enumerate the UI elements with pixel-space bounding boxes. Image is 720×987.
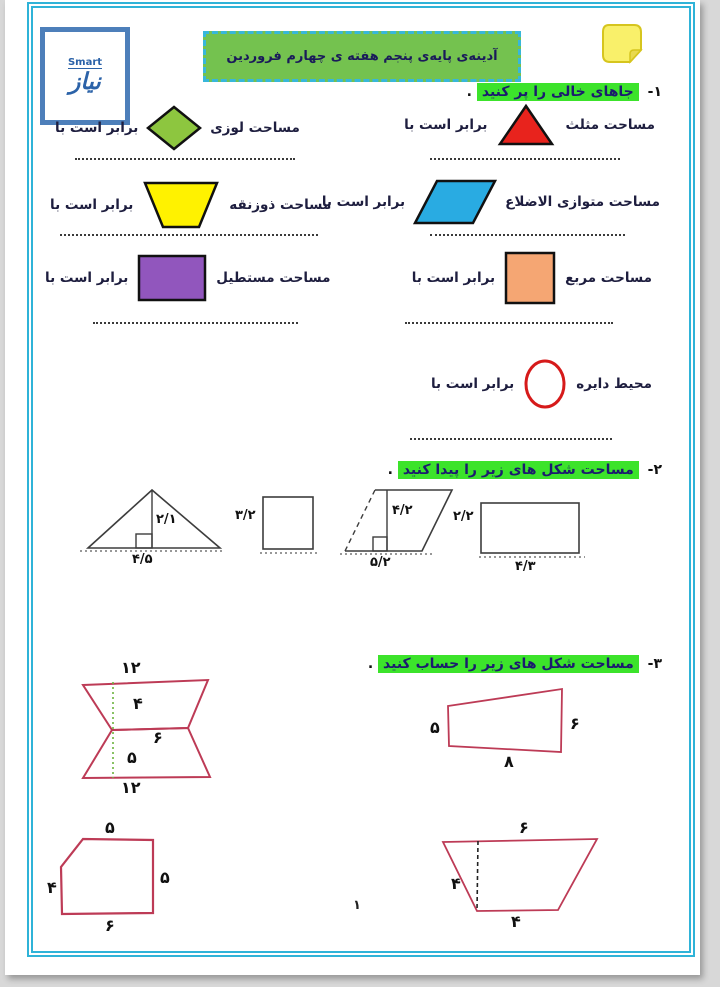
rectangle-shape	[136, 253, 208, 303]
parallelogram-drawing	[340, 483, 465, 561]
answer-blank-line	[430, 234, 625, 236]
q2-rectangle-figure	[453, 495, 588, 580]
q2-prompt: مساحت شکل های زیر را پیدا کنید	[398, 461, 639, 479]
pentagon-right-value: ۵	[160, 868, 170, 887]
quad-right-value: ۶	[570, 714, 580, 733]
q3-header	[368, 656, 662, 672]
double-trapezoid-drawing	[73, 666, 223, 788]
q1-number: ۱-	[647, 84, 662, 100]
q2-period: .	[387, 462, 393, 478]
quad-left-value: ۵	[430, 718, 440, 737]
trapezoid-top-value: ۶	[519, 818, 529, 837]
q1-item-circle	[431, 358, 652, 410]
equals-text: برابر است با	[404, 117, 488, 133]
answer-blank-line	[405, 322, 613, 324]
triangle-shape	[495, 103, 557, 147]
trapezoid-shape	[141, 179, 221, 231]
answer-blank-line	[75, 158, 295, 160]
q1-header	[467, 84, 662, 100]
pentagon-top-value: ۵	[105, 818, 115, 837]
answer-blank-line	[410, 438, 612, 440]
equals-text: برابر است با	[411, 270, 496, 286]
q3-number: ۳-	[647, 656, 662, 672]
q3-quadrilateral-figure	[430, 682, 615, 777]
bowtie-lower-height-value: ۵	[127, 748, 137, 767]
page-number: ۱	[353, 898, 361, 913]
triangle-height-value: ۲/۱	[156, 512, 177, 527]
rectangle-base-value: ۴/۳	[515, 559, 536, 574]
bowtie-bottom-value: ۱۲	[121, 778, 141, 797]
q1-item-square	[412, 250, 652, 306]
q1-item-triangle	[404, 103, 655, 147]
q1-item-rhombus	[55, 105, 300, 151]
q3-period: .	[367, 656, 374, 672]
q1-item-trapezoid	[50, 179, 331, 231]
q1-prompt: جاهای خالی را پر کنید	[477, 83, 639, 101]
parallelogram-area-label: مساحت متوازی الاضلاع	[505, 194, 660, 210]
equals-text: برابر است با	[430, 376, 515, 392]
q1-item-rectangle	[45, 253, 331, 303]
bowtie-upper-height-value: ۴	[133, 694, 143, 713]
bowtie-middle-value: ۶	[153, 728, 163, 747]
rectangle-side-value: ۲/۲	[453, 509, 474, 524]
worksheet-title-box	[203, 31, 521, 82]
answer-blank-line	[430, 158, 620, 160]
circle-perimeter-label: محیط دایره	[576, 376, 652, 392]
logo-brand-text: Smart	[67, 57, 103, 68]
equals-text: برابر است با	[55, 120, 139, 136]
quad-bottom-value: ۸	[504, 752, 514, 771]
rhombus-shape	[146, 105, 202, 151]
answer-blank-line	[60, 234, 318, 236]
equals-text: برابر است با	[50, 197, 134, 213]
answer-blank-line	[93, 322, 298, 324]
q1-item-parallelogram	[322, 177, 660, 227]
q2-triangle-figure	[80, 486, 230, 581]
trapezoid-bottom-value: ۴	[511, 912, 521, 931]
trapezoid-area-label: مساحت ذوزنقه	[229, 197, 332, 213]
circle-shape	[522, 358, 568, 410]
quadrilateral-drawing	[430, 682, 615, 772]
triangle-area-label: مساحت مثلث	[565, 117, 655, 133]
q2-parallelogram-figure	[340, 483, 470, 578]
parallelogram-shape	[413, 177, 497, 227]
parallelogram-base-value: ۵/۲	[370, 555, 391, 570]
q2-square-figure	[235, 492, 325, 572]
square-area-label: مساحت مربع	[565, 270, 652, 286]
trapezoid-left-value: ۴	[451, 874, 461, 893]
q2-header	[388, 462, 662, 478]
pentagon-left-value: ۴	[47, 878, 57, 897]
q3-pentagon-figure	[45, 820, 185, 940]
pentagon-bottom-value: ۶	[105, 916, 115, 935]
square-shape	[503, 250, 557, 306]
equals-text: برابر است با	[321, 194, 406, 210]
sticky-note-icon	[601, 24, 643, 68]
parallelogram-height-value: ۴/۲	[392, 503, 413, 518]
q1-period: .	[466, 84, 472, 100]
worksheet-title: آدینه‌ی پایه‌ی پنجم هفته ی چهارم فروردین	[226, 49, 498, 64]
rectangle-drawing	[479, 495, 587, 563]
q3-double-trapezoid-figure	[73, 658, 233, 811]
square-side-value: ۳/۲	[235, 508, 256, 523]
rhombus-area-label: مساحت لوزی	[210, 120, 300, 136]
q3-prompt: مساحت شکل های زیر را حساب کنید	[378, 655, 639, 673]
q2-number: ۲-	[647, 462, 662, 478]
worksheet-page	[5, 0, 700, 975]
bowtie-top-value: ۱۲	[121, 658, 141, 677]
triangle-base-value: ۴/۵	[132, 552, 153, 567]
square-drawing	[260, 492, 320, 560]
equals-text: برابر است با	[45, 270, 129, 286]
rectangle-area-label: مساحت مستطیل	[216, 270, 331, 286]
logo-calligraphy-mark: نیاز	[69, 69, 101, 95]
q3-trapezoid-figure	[435, 820, 615, 938]
